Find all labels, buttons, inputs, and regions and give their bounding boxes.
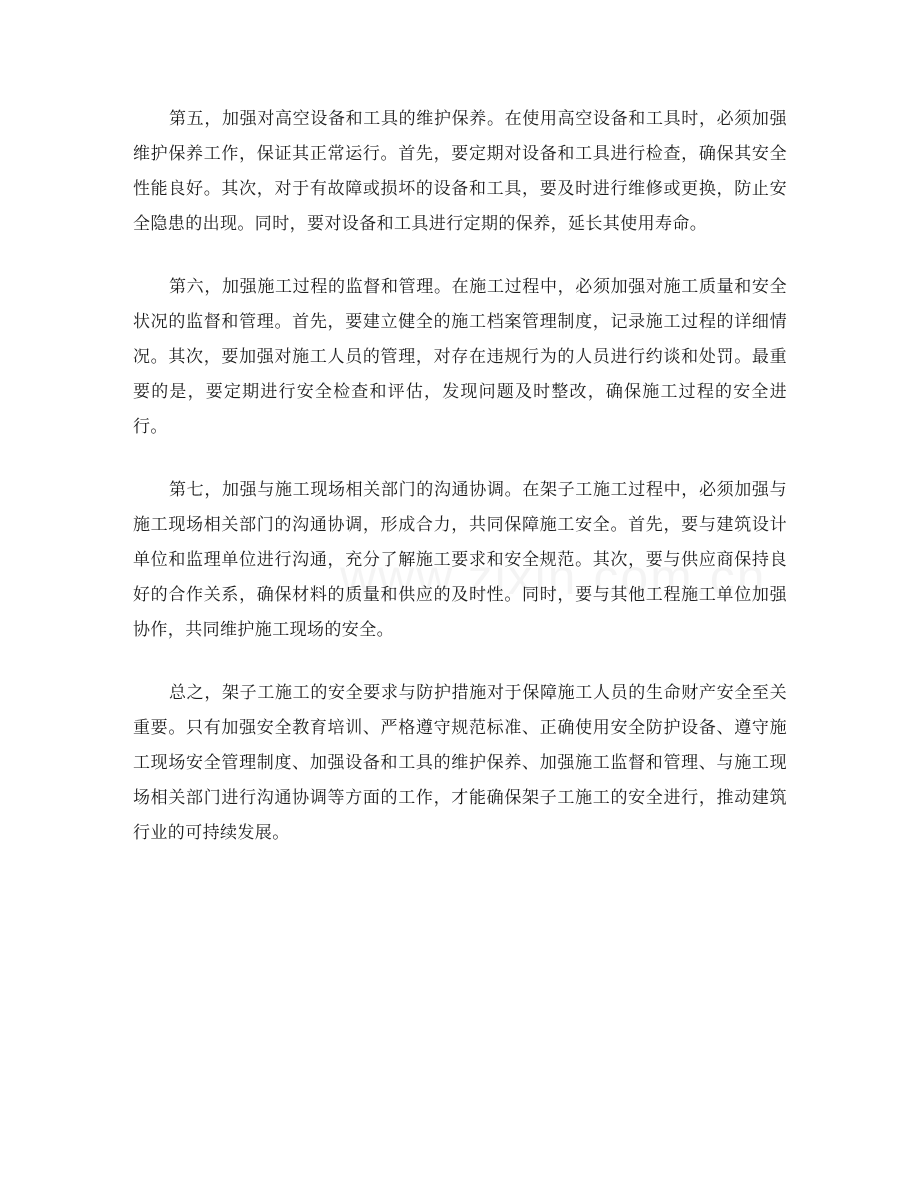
paragraph-6: 第六，加强施工过程的监督和管理。在施工过程中，必须加强对施工质量和安全状况的监督和管理。首先，要建立健全的施工档案管理制度，记录施工过程的详细情况。其次，要加强对施工人员的管理，对存在违规行为的人员进行约谈和处罚。最重要的是，要定期进行安全检查和评估，发现问题及时整改，确保施工过程的安全进行。 — [133, 277, 787, 437]
paragraph-conclusion: 总之，架子工施工的安全要求与防护措施对于保障施工人员的生命财产安全至关重要。只有加强安全教育培训、严格遵守规范标准、正确使用安全防护设备、遵守施工现场安全管理制度、加强设备和工具的维护保养、加强施工监督和管理、与施工现场相关部门进行沟通协调等方面的工作，才能确保架子工施工的安全进行，推动建筑行业的可持续发展。 — [133, 683, 787, 843]
paragraph-7: 第七，加强与施工现场相关部门的沟通协调。在架子工施工过程中，必须加强与施工现场相关部门的沟通协调，形成合力，共同保障施工安全。首先，要与建筑设计单位和监理单位进行沟通，充分了解施工要求和安全规范。其次，要与供应商保持良好的合作关系，确保材料的质量和供应的及时性。同时，要与其他工程施工单位加强协作，共同维护施工现场的安全。 — [133, 480, 787, 640]
paragraph-5: 第五，加强对高空设备和工具的维护保养。在使用高空设备和工具时，必须加强维护保养工作，保证其正常运行。首先，要定期对设备和工具进行检查，确保其安全性能良好。其次，对于有故障或损坏的设备和工具，要及时进行维修或更换，防止安全隐患的出现。同时，要对设备和工具进行定期的保养，延长其使用寿命。 — [133, 109, 787, 234]
document-body — [133, 102, 787, 879]
